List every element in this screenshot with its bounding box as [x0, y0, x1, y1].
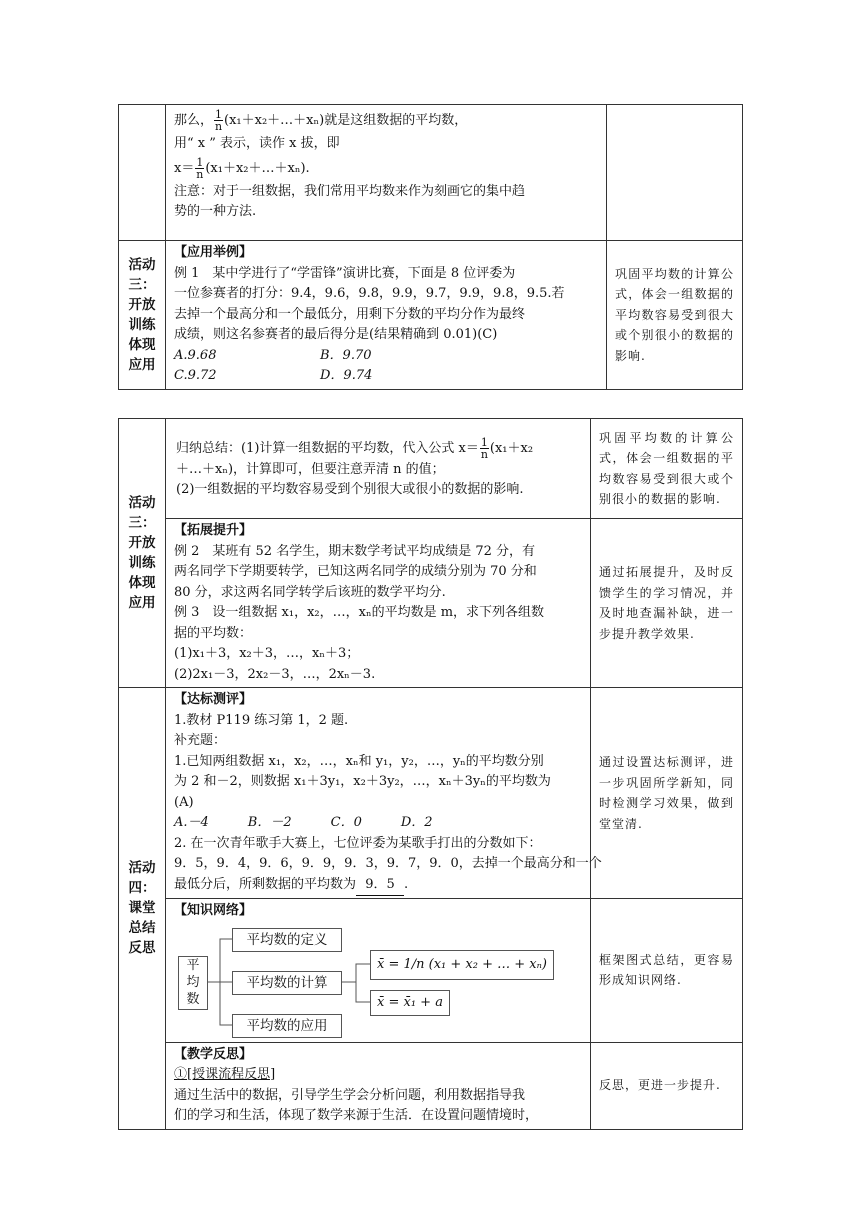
summary-line-2: ＋…＋xₙ)，计算即可，但要注意弄清 n 的值； — [176, 461, 445, 477]
fraction: $\frac{1}{n}$ — [196, 155, 204, 181]
summary-line-1: 归纳总结：(1)计算一组数据的平均数，代入公式 x＝ $\frac{1}{n}$ (x₁＋x₂ — [176, 435, 534, 461]
test-line: 9．5，9．4，9．6，9．9，9．3，9．7，9．0，去掉一个最高分和一个 — [174, 856, 602, 871]
lesson-table-1 — [118, 104, 743, 390]
design-note: 通过拓展提升，及时反馈学生的学习情况，并及时地查漏补缺，进一步提升教学效果. — [591, 519, 743, 688]
test-line: 1.教材 P119 练习第 1，2 题. — [174, 712, 349, 728]
branch-definition: 平均数的定义 — [232, 928, 342, 952]
example-line: 一位参赛者的打分：9.4，9.6，9.8，9.9，9.7，9.9，9.8，9.5.若 — [174, 286, 565, 301]
reflect-line: 们的学习和生活，体现了数学来源于生活．在设置问题情境时， — [174, 1108, 539, 1123]
example-line: 据的平均数： — [174, 625, 253, 641]
options-row: A.9.68 B．9.70 — [174, 347, 372, 363]
activity-label: 活动 三： 开放 训练 体现 应用 — [119, 241, 166, 390]
root-node: 平均数 — [178, 956, 208, 1010]
section-heading: 【达标测评】 — [174, 692, 253, 707]
definition-line-2: 用“ x ” 表示，读作 x 拔，即 — [174, 136, 340, 151]
test-line: 补充题： — [174, 733, 227, 748]
definition-line-4: 注意：对于一组数据，我们常用平均数来作为刻画它的集中趋 — [174, 183, 526, 199]
example-line: 成绩，则这名参赛者的最后得分是(结果精确到 0.01)(C) — [174, 327, 498, 342]
lesson-table-2 — [118, 418, 743, 1130]
test-cell — [166, 688, 602, 899]
test-line: (A) — [174, 794, 194, 810]
definition-line-1: 那么， $\frac{1}{n}$ (x₁＋x₂＋…＋xₙ)就是这组数据的平均数， — [174, 108, 468, 133]
example-line: 80 分，求这两名同学转学后该班的数学平均分. — [174, 584, 446, 600]
options-row: A.－4 B．－2 C．0 D．2 — [174, 815, 433, 830]
design-note: 通过设置达标测评，进一步巩固所学新知，同时检测学习效果，做到堂堂清. — [591, 688, 743, 899]
test-line: 最低分后，所剩数据的平均数为 9．5 . — [174, 875, 582, 897]
example-line: 例 3 设一组数据 x₁，x₂，…，xₙ的平均数是 m，求下列各组数 — [174, 605, 545, 620]
table-row — [119, 241, 743, 390]
example-line: (1)x₁＋3，x₂＋3，…，xₙ＋3； — [174, 646, 360, 661]
branch-calculation: 平均数的计算 — [232, 971, 342, 995]
table-row — [119, 899, 743, 1043]
test-line: 为 2 和－2，则数据 x₁＋3y₁，x₂＋3y₂，…，xₙ＋3yₙ的平均数为 — [174, 774, 551, 789]
activity-label: 活动 三： 开放 训练 体现 应用 — [119, 419, 166, 688]
reflect-line: 通过生活中的数据，引导学生学会分析问题，利用数据指导我 — [174, 1087, 526, 1103]
note-cell-empty — [607, 105, 743, 241]
summary-cell — [166, 419, 591, 519]
section-heading: 【拓展提升】 — [174, 523, 253, 538]
table-row — [119, 419, 743, 519]
activity-label: 活动 四： 课堂 总结 反思 — [119, 688, 166, 1130]
test-line: 2. 在一次青年歌手大赛上，七位评委为某歌手打出的分数如下： — [174, 835, 542, 851]
summary-line-3: (2)一组数据的平均数容易受到个别很大或很小的数据的影响. — [176, 482, 524, 497]
knowledge-network-diagram — [174, 922, 582, 1040]
example-line: 去掉一个最高分和一个最低分，用剩下分数的平均分作为最终 — [174, 306, 526, 322]
design-note: 巩固平均数的计算公式，体会一组数据的平均数容易受到很大或个别很小的数据的影响. — [607, 241, 743, 390]
activity-cell-empty — [119, 105, 166, 241]
design-note: 巩固平均数的计算公式，体会一组数据的平均数容易受到很大或个别很小的数据的影响. — [591, 419, 743, 519]
extend-cell — [166, 519, 591, 688]
table-row — [119, 1042, 743, 1129]
section-heading: 【教学反思】 — [174, 1046, 253, 1062]
table-row — [119, 688, 743, 899]
design-note: 反思，更进一步提升. — [591, 1042, 743, 1129]
table-row — [119, 105, 743, 241]
formula-mean: x̄ = 1/n (x₁ + x₂ + … + xₙ) — [370, 950, 554, 980]
section-heading: 【应用举例】 — [174, 245, 253, 260]
options-row: C.9.72 D．9.74 — [174, 368, 373, 383]
network-cell — [166, 899, 591, 1043]
definition-cell — [166, 105, 607, 241]
design-note: 框架图式总结，更容易形成知识网络. — [591, 899, 743, 1043]
answer-blank: 9．5 — [356, 875, 404, 897]
reflect-subheading: ①[授课流程反思] — [174, 1067, 276, 1082]
table-row — [119, 519, 743, 688]
example-line: 例 1 某中学进行了“学雷锋”演讲比赛，下面是 8 位评委为 — [174, 265, 516, 281]
example-line: 两名同学下学期要转学，已知这两名同学的成绩分别为 70 分和 — [174, 564, 537, 579]
branch-application: 平均数的应用 — [232, 1014, 342, 1038]
example-line: (2)2x₁－3，2x₂－3，…，2xₙ－3. — [174, 666, 376, 682]
formula-shift: x̄ = x̄₁ + a — [370, 990, 450, 1016]
section-heading: 【知识网络】 — [174, 903, 253, 918]
example-cell — [166, 241, 607, 390]
definition-line-5: 势的一种方法. — [174, 204, 257, 219]
test-line: 1.已知两组数据 x₁，x₂，…，xₙ和 y₁，y₂，…，yₙ的平均数分别 — [174, 753, 544, 769]
example-line: 例 2 某班有 52 名学生，期末数学考试平均成绩是 72 分，有 — [174, 543, 536, 559]
fraction: $\frac{1}{n}$ — [214, 108, 223, 133]
definition-line-3: x＝ $\frac{1}{n}$ (x₁＋x₂＋…＋xₙ). — [174, 155, 310, 181]
fraction: $\frac{1}{n}$ — [480, 435, 488, 461]
reflect-cell — [166, 1042, 591, 1129]
